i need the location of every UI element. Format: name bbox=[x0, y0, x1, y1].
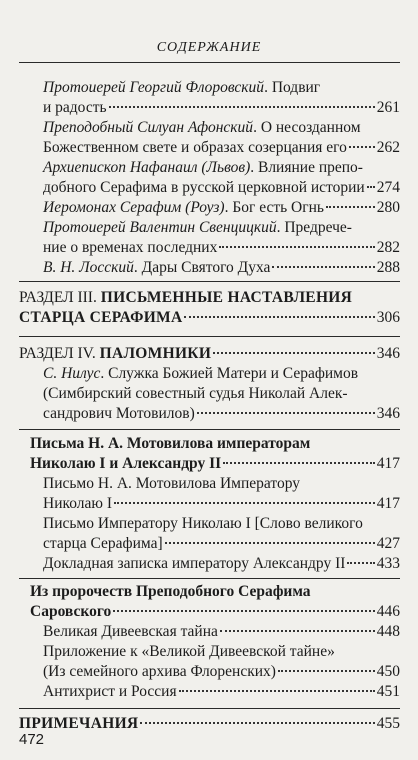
entry-title: Николаю I bbox=[43, 495, 113, 512]
entry-title: . Бог есть Огнь bbox=[224, 199, 324, 216]
entry-title: . Дары Святого Духа bbox=[133, 259, 271, 276]
dot-leader bbox=[114, 502, 375, 504]
section-rule bbox=[19, 336, 400, 337]
page-ref: 417 bbox=[376, 455, 400, 472]
section-rule bbox=[19, 708, 400, 709]
page-ref: 450 bbox=[376, 663, 400, 680]
toc-entry-antichrist[interactable] bbox=[43, 682, 400, 702]
entry-title: Докладная записка императору Александру II bbox=[43, 555, 346, 572]
running-header: СОДЕРЖАНИЕ bbox=[156, 40, 262, 55]
toc-entry-nilus-cont bbox=[43, 384, 348, 404]
toc-entry-letter-2[interactable]: Письмо Императору Николаю I [Слово великого bbox=[43, 515, 363, 532]
toc-subsection-letters[interactable]: Письма Н. А. Мотовилова императорам bbox=[30, 435, 311, 452]
entry-title: . О несозданном bbox=[253, 119, 361, 136]
entry-title: Антихрист и Россия bbox=[43, 683, 177, 700]
dot-leader bbox=[367, 186, 375, 188]
entry-title: . Влияние препо- bbox=[250, 159, 363, 176]
entry-title: добного Серафима в русской церковной истории bbox=[43, 179, 365, 196]
toc-entry-siluan-cont[interactable] bbox=[43, 138, 400, 158]
toc-entry-letter-1[interactable]: Письмо Н. А. Мотовилова Императору bbox=[43, 475, 301, 492]
section-prefix: РАЗДЕЛ IV. bbox=[19, 345, 100, 362]
toc-entry-nafanail-cont[interactable] bbox=[43, 178, 400, 198]
toc-entry-florovsky-cont[interactable] bbox=[43, 98, 400, 118]
toc-entry-nilus[interactable] bbox=[43, 364, 358, 384]
section-prefix: РАЗДЕЛ III. bbox=[19, 289, 101, 306]
entry-author: В. Н. Лосский bbox=[43, 259, 134, 276]
page-ref: 346 bbox=[376, 405, 400, 422]
toc-entry-letter-1-cont[interactable] bbox=[43, 494, 400, 514]
toc-entry-florovsky[interactable] bbox=[43, 78, 320, 98]
page-ref: 261 bbox=[376, 99, 400, 116]
page-ref: 274 bbox=[376, 179, 400, 196]
page-ref: 427 bbox=[376, 535, 400, 552]
dot-leader bbox=[197, 412, 375, 414]
toc-subsection-letters-cont[interactable] bbox=[30, 454, 400, 474]
dot-leader bbox=[220, 630, 375, 632]
subsection-title: Николаю I и Александру II bbox=[30, 455, 222, 472]
toc-subsection-prophecies[interactable]: Из пророчеств Преподобного Серафима bbox=[30, 583, 311, 600]
toc-section-4[interactable] bbox=[19, 344, 400, 364]
page-ref: 448 bbox=[376, 623, 400, 640]
page-ref: 280 bbox=[376, 199, 400, 216]
toc-entry-letter-2-cont[interactable] bbox=[43, 534, 400, 554]
entry-author: Архиепископ Нафанаил (Львов) bbox=[43, 159, 251, 176]
dot-leader bbox=[219, 246, 374, 248]
dot-leader bbox=[113, 610, 375, 612]
entry-title: Божественном свете и образах созерцания его bbox=[43, 139, 347, 156]
page-ref: 417 bbox=[376, 495, 400, 512]
toc-subsection-prophecies-cont[interactable] bbox=[30, 602, 400, 622]
page-ref: 446 bbox=[376, 603, 400, 620]
entry-title: (Симбирский совестный судья Николай Алек- bbox=[43, 385, 348, 402]
page-ref: 346 bbox=[376, 345, 400, 362]
dot-leader bbox=[184, 316, 374, 318]
dot-leader bbox=[278, 670, 375, 672]
page-ref: 455 bbox=[376, 715, 400, 732]
toc-entry-lossky[interactable] bbox=[43, 258, 400, 278]
entry-title: и радость bbox=[43, 99, 107, 116]
section-rule bbox=[19, 281, 400, 282]
entry-title: старца Серафима] bbox=[43, 535, 163, 552]
section-title: ПИСЬМЕННЫЕ НАСТАВЛЕНИЯ bbox=[100, 289, 353, 306]
entry-title: Великая Дивеевская тайна bbox=[43, 623, 218, 640]
toc-entry-appendix[interactable]: Приложение к «Великой Дивеевской тайне» bbox=[43, 643, 335, 660]
entry-author: Иеромонах Серафим (Роуз) bbox=[43, 199, 225, 216]
subsection-title: Саровского bbox=[30, 603, 112, 620]
entry-title: сандрович Мотовилов) bbox=[43, 405, 195, 422]
entry-author: Преподобный Силуан Афонский bbox=[43, 119, 254, 136]
toc-entry-nafanail[interactable] bbox=[43, 158, 363, 178]
dot-leader bbox=[223, 462, 375, 464]
toc-entry-appendix-cont[interactable] bbox=[43, 662, 400, 682]
dot-leader bbox=[109, 106, 375, 108]
subsection-rule bbox=[19, 429, 400, 430]
dot-leader bbox=[140, 722, 374, 724]
section-title: ПАЛОМНИКИ bbox=[99, 345, 212, 362]
entry-author: Протоиерей Георгий Флоровский bbox=[43, 79, 265, 96]
entry-title: . Служка Божией Матери и Серафимов bbox=[100, 365, 359, 382]
entry-author: Протоиерей Валентин Свенцицкий bbox=[43, 219, 277, 236]
section-title: ПРИМЕЧАНИЯ bbox=[19, 715, 139, 732]
toc-section-3-cont[interactable] bbox=[19, 308, 400, 328]
toc-section-3[interactable] bbox=[19, 288, 352, 308]
dot-leader bbox=[272, 266, 374, 268]
toc-entry-nilus-cont2[interactable] bbox=[43, 404, 400, 424]
subsection-rule bbox=[19, 578, 400, 579]
dot-leader bbox=[179, 690, 375, 692]
dot-leader bbox=[213, 352, 375, 354]
page-ref: 433 bbox=[376, 555, 400, 572]
toc-entry-rose[interactable] bbox=[43, 198, 400, 218]
toc-entry-sventsitsky[interactable] bbox=[43, 218, 352, 238]
section-title: СТАРЦА СЕРАФИМА bbox=[19, 309, 183, 326]
entry-author: С. Нилус bbox=[43, 365, 101, 382]
page-ref: 306 bbox=[376, 309, 400, 326]
page-number: 472 bbox=[19, 731, 45, 748]
toc-entry-sventsitsky-cont[interactable] bbox=[43, 238, 400, 258]
toc-entry-letter-3[interactable] bbox=[43, 554, 400, 574]
dot-leader bbox=[165, 542, 375, 544]
toc-entry-great-tayna[interactable] bbox=[43, 622, 400, 642]
page-ref: 262 bbox=[376, 139, 400, 156]
entry-title: ние о временах последних bbox=[43, 239, 218, 256]
page-ref: 451 bbox=[376, 683, 400, 700]
page-ref: 288 bbox=[376, 259, 400, 276]
entry-title: . Предрече- bbox=[276, 219, 352, 236]
toc-entry-siluan[interactable] bbox=[43, 118, 361, 138]
toc-notes[interactable] bbox=[19, 714, 400, 734]
dot-leader bbox=[347, 562, 374, 564]
dot-leader bbox=[349, 146, 375, 148]
entry-title: . Подвиг bbox=[264, 79, 321, 96]
dot-leader bbox=[326, 206, 375, 208]
header-rule bbox=[19, 62, 400, 63]
page-ref: 282 bbox=[376, 239, 400, 256]
entry-title: (Из семейного архива Флоренских) bbox=[43, 663, 276, 680]
